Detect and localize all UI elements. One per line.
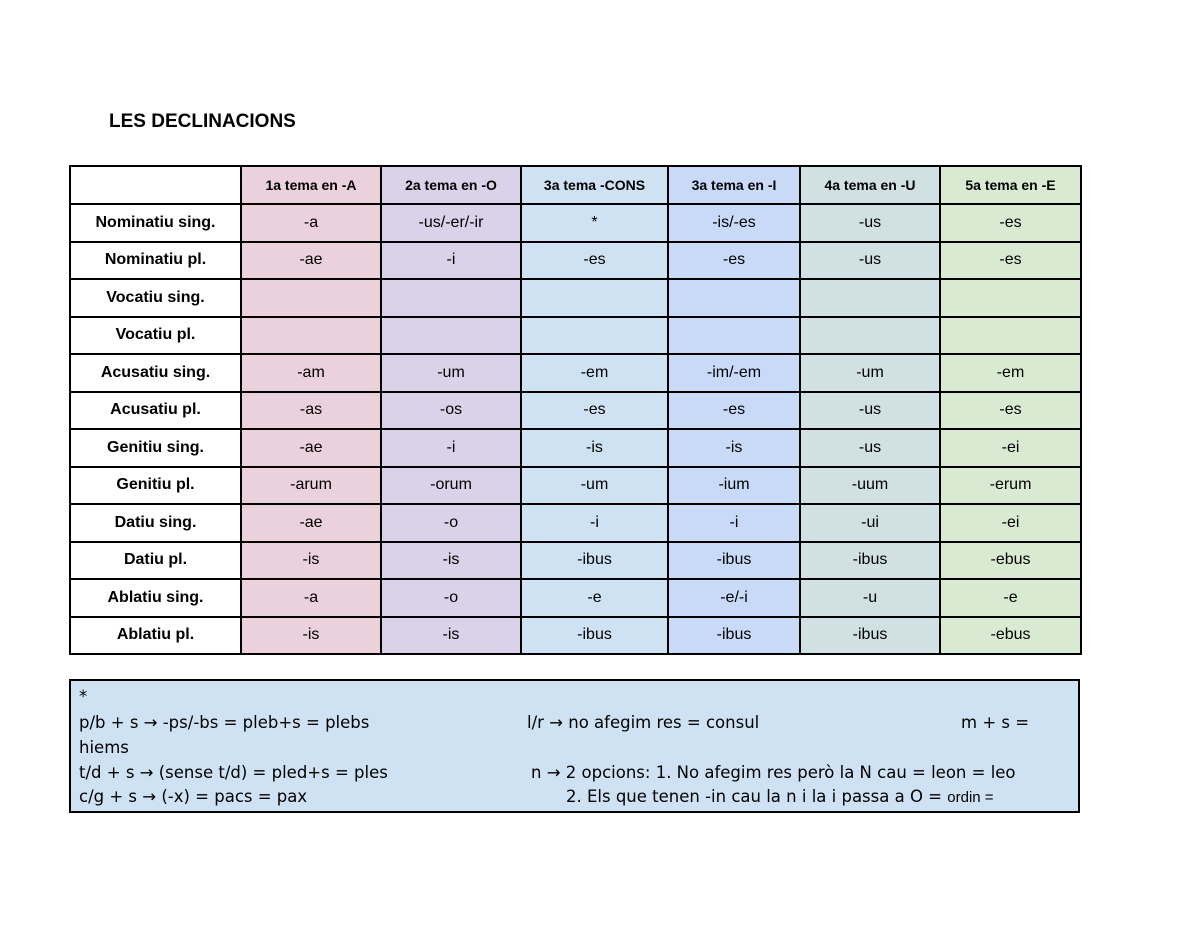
table-row: [70, 242, 1081, 280]
table-cell: -i: [521, 504, 668, 542]
table-cell: -um: [521, 467, 668, 505]
table-cell: -em: [521, 354, 668, 392]
table-row: [70, 579, 1081, 617]
table-cell: -ae: [241, 242, 381, 280]
table-cell: -ae: [241, 504, 381, 542]
notes-box: [69, 679, 1080, 813]
row-label: Acusatiu sing.: [70, 354, 241, 392]
note-hiems: hiems: [79, 738, 129, 757]
table-cell: -a: [241, 204, 381, 242]
table-cell: -is: [668, 429, 800, 467]
note-td-rule: t/d + s → (sense t/d) = pled+s = ples: [79, 763, 388, 782]
table-cell: -us: [800, 392, 940, 430]
table-cell: -is: [381, 542, 521, 580]
table-cell: -us/-er/-ir: [381, 204, 521, 242]
table-cell: -i: [381, 429, 521, 467]
table-cell: -o: [381, 504, 521, 542]
table-cell: [800, 279, 940, 317]
page-title: LES DECLINACIONS: [109, 111, 296, 132]
column-header: 3a tema -CONS: [521, 166, 668, 204]
row-label: Nominatiu sing.: [70, 204, 241, 242]
table-cell: -is: [381, 617, 521, 655]
table-cell: -us: [800, 204, 940, 242]
row-label: Ablatiu sing.: [70, 579, 241, 617]
table-cell: -ebus: [940, 617, 1081, 655]
table-cell: -um: [800, 354, 940, 392]
column-header: 5a tema en -E: [940, 166, 1081, 204]
table-cell: [521, 317, 668, 355]
note-n-rule-2: [566, 787, 994, 806]
column-header: 2a tema en -O: [381, 166, 521, 204]
table-cell: -ibus: [668, 617, 800, 655]
row-label: Vocatiu sing.: [70, 279, 241, 317]
table-cell: [668, 317, 800, 355]
note-lr-rule: l/r → no afegim res = consul: [527, 713, 760, 732]
table-cell: -erum: [940, 467, 1081, 505]
note-asterisk: *: [79, 687, 88, 706]
table-cell: -orum: [381, 467, 521, 505]
corner-cell: [70, 166, 241, 204]
table-cell: -ebus: [940, 542, 1081, 580]
header-row: [70, 166, 1081, 204]
table-row: [70, 279, 1081, 317]
table-cell: -a: [241, 579, 381, 617]
note-pb-rule: p/b + s → -ps/-bs = pleb+s = plebs: [79, 713, 370, 732]
row-label: Genitiu pl.: [70, 467, 241, 505]
table-cell: -ui: [800, 504, 940, 542]
table-cell: -es: [521, 392, 668, 430]
note-n-rule-1: n → 2 opcions: 1. No afegim res però la N cau = leon = leo: [531, 763, 1016, 782]
table-cell: -im/-em: [668, 354, 800, 392]
column-header: 3a tema en -I: [668, 166, 800, 204]
table-cell: [521, 279, 668, 317]
table-row: [70, 467, 1081, 505]
table-cell: -es: [940, 392, 1081, 430]
declension-table: [69, 165, 1082, 655]
row-label: Nominatiu pl.: [70, 242, 241, 280]
table-cell: -es: [668, 392, 800, 430]
table-cell: -os: [381, 392, 521, 430]
table-cell: -is: [241, 617, 381, 655]
table-cell: -is: [521, 429, 668, 467]
note-ordin: ordin =: [947, 789, 994, 806]
table-cell: -e: [521, 579, 668, 617]
table-cell: -as: [241, 392, 381, 430]
row-label: Datiu pl.: [70, 542, 241, 580]
row-label: Vocatiu pl.: [70, 317, 241, 355]
table-row: [70, 542, 1081, 580]
table-cell: *: [521, 204, 668, 242]
table-cell: -ibus: [668, 542, 800, 580]
table-cell: -ei: [940, 429, 1081, 467]
table-cell: [381, 317, 521, 355]
table-cell: [800, 317, 940, 355]
table-cell: [940, 279, 1081, 317]
column-header: 4a tema en -U: [800, 166, 940, 204]
table-row: [70, 504, 1081, 542]
table-cell: -em: [940, 354, 1081, 392]
note-cg-rule: c/g + s → (-x) = pacs = pax: [79, 787, 308, 806]
table-row: [70, 429, 1081, 467]
table-cell: -ibus: [800, 617, 940, 655]
table-cell: -es: [521, 242, 668, 280]
table-cell: -ibus: [521, 542, 668, 580]
table-cell: -es: [940, 242, 1081, 280]
table-cell: -e: [940, 579, 1081, 617]
table-cell: -e/-i: [668, 579, 800, 617]
note-n-rule-2-text: 2. Els que tenen -in cau la n i la i passa a O =: [566, 787, 943, 806]
table-cell: -um: [381, 354, 521, 392]
table-cell: -es: [668, 242, 800, 280]
table-cell: -am: [241, 354, 381, 392]
table-cell: [241, 317, 381, 355]
row-label: Genitiu sing.: [70, 429, 241, 467]
table-cell: -is: [241, 542, 381, 580]
note-m-rule: m + s =: [961, 713, 1030, 732]
table-cell: -u: [800, 579, 940, 617]
table-cell: -ium: [668, 467, 800, 505]
table-cell: -us: [800, 242, 940, 280]
row-label: Ablatiu pl.: [70, 617, 241, 655]
row-label: Acusatiu pl.: [70, 392, 241, 430]
table-row: [70, 392, 1081, 430]
row-label: Datiu sing.: [70, 504, 241, 542]
column-header: 1a tema en -A: [241, 166, 381, 204]
table-cell: -ei: [940, 504, 1081, 542]
table-cell: -es: [940, 204, 1081, 242]
table-cell: -us: [800, 429, 940, 467]
table-cell: [241, 279, 381, 317]
table-cell: -ibus: [521, 617, 668, 655]
table-cell: -i: [668, 504, 800, 542]
table-cell: -ibus: [800, 542, 940, 580]
table-cell: [940, 317, 1081, 355]
table-row: [70, 317, 1081, 355]
table-cell: -o: [381, 579, 521, 617]
table-cell: -arum: [241, 467, 381, 505]
table-row: [70, 617, 1081, 655]
table-cell: -ae: [241, 429, 381, 467]
table-row: [70, 354, 1081, 392]
table-cell: -i: [381, 242, 521, 280]
table-cell: [668, 279, 800, 317]
table-cell: -uum: [800, 467, 940, 505]
table-cell: -is/-es: [668, 204, 800, 242]
table-row: [70, 204, 1081, 242]
table-cell: [381, 279, 521, 317]
